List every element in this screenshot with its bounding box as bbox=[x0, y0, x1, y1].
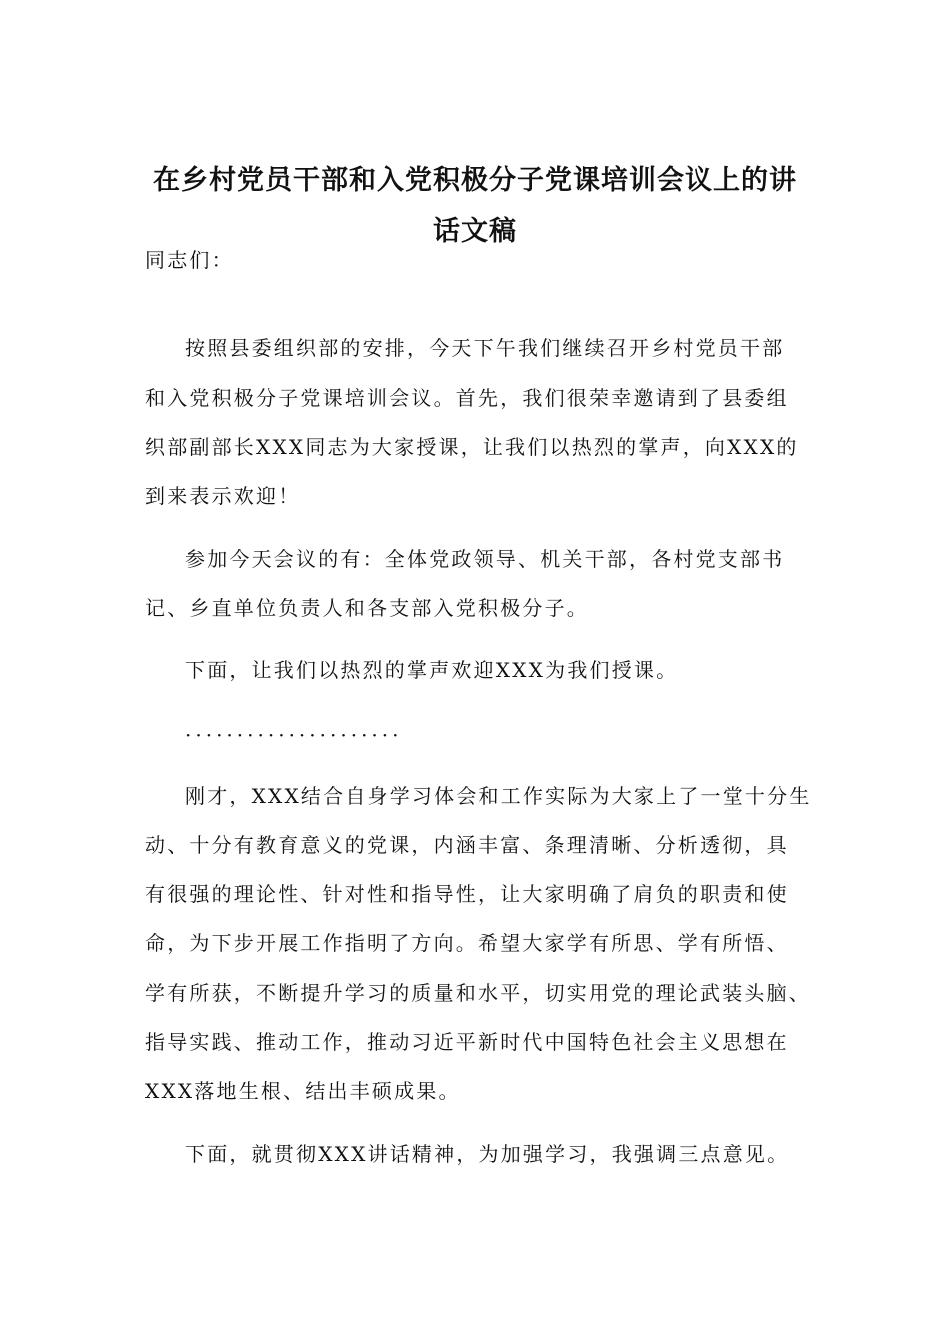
paragraph-line: 指导实践、推动工作，推动习近平新时代中国特色社会主义思想在 bbox=[145, 1030, 789, 1054]
paragraph-line: 有很强的理论性、针对性和指导性，让大家明确了肩负的职责和使 bbox=[145, 882, 789, 906]
paragraph-line: 按照县委组织部的安排，今天下午我们继续召开乡村党员干部 bbox=[185, 336, 785, 360]
paragraph-line: 参加今天会议的有：全体党政领导、机关干部，各村党支部书 bbox=[185, 547, 785, 571]
paragraph-line: 学有所获，不断提升学习的质量和水平，切实用党的理论武装头脑、 bbox=[145, 981, 811, 1005]
paragraph-line: 下面，让我们以热烈的掌声欢迎XXX为我们授课。 bbox=[185, 658, 679, 682]
paragraph-line: XXX落地生根、结出丰硕成果。 bbox=[145, 1079, 461, 1103]
document-title-line-1: 在乡村党员干部和入党积极分子党课培训会议上的讲 bbox=[153, 165, 797, 196]
paragraph-line: 刚才，XXX结合自身学习体会和工作实际为大家上了一堂十分生 bbox=[185, 784, 812, 808]
paragraph-line: 下面，就贯彻XXX讲话精神，为加强学习，我强调三点意见。 bbox=[185, 1142, 790, 1166]
paragraph-line: 和入党积极分子党课培训会议。首先，我们很荣幸邀请到了县委组 bbox=[145, 386, 789, 410]
paragraph-line: 织部副部长XXX同志为大家授课，让我们以热烈的掌声，向XXX的 bbox=[145, 435, 799, 459]
paragraph-line: 记、乡直单位负责人和各支部入党积极分子。 bbox=[145, 596, 589, 620]
paragraph-line: 到来表示欢迎！ bbox=[145, 484, 301, 508]
salutation: 同志们： bbox=[145, 248, 234, 272]
ellipsis-separator: ····················· bbox=[185, 723, 403, 747]
document-title-line-2: 话文稿 bbox=[433, 216, 517, 247]
paragraph-line: 命，为下步开展工作指明了方向。希望大家学有所思、学有所悟、 bbox=[145, 931, 789, 955]
paragraph-line: 动、十分有教育意义的党课，内涵丰富、条理清晰、分析透彻，具 bbox=[145, 833, 789, 857]
